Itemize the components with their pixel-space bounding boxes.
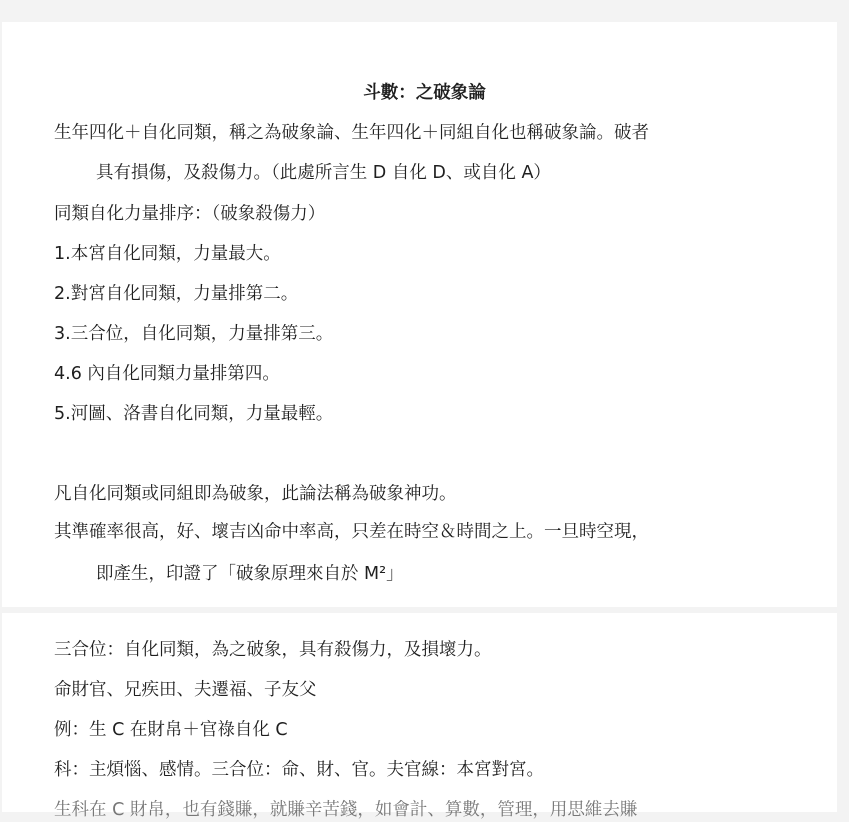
paragraph-line: 生年四化＋自化同類，稱之為破象論、生年四化＋同組自化也稱破象論。破者 <box>54 123 649 143</box>
paragraph-line: 例：生 C 在財帛＋官祿自化 C <box>54 720 288 740</box>
paragraph-line: 同類自化力量排序：（破象殺傷力） <box>54 204 326 224</box>
viewer-top-strip <box>0 0 849 22</box>
paragraph-line: 命財官、兄疾田、夫遷福、子友父 <box>54 680 317 700</box>
paragraph-line: 科：主煩惱、感情。三合位：命、財、官。夫官線：本宮對宮。 <box>54 760 544 780</box>
list-item: 3.三合位，自化同類，力量排第三。 <box>54 324 334 344</box>
paragraph-line: 其準確率很高，好、壞吉凶命中率高，只差在時空＆時間之上。一旦時空現， <box>54 522 649 542</box>
list-item: 4.6 內自化同類力量排第四。 <box>54 364 280 384</box>
page-title: 斗數：之破象論 <box>363 83 486 103</box>
paragraph-line: 具有損傷，及殺傷力。（此處所言生 D 自化 D、或自化 A） <box>96 163 551 183</box>
paragraph-line: 三合位：自化同類，為之破象，具有殺傷力，及損壞力。 <box>54 640 492 660</box>
list-item: 1.本宮自化同類，力量最大。 <box>54 244 281 264</box>
document-page <box>2 22 837 820</box>
paragraph-line-partial: 生科在 C 財帛，也有錢賺，就賺辛苦錢，如會計、算數，管理，用思維去賺 <box>54 800 638 820</box>
page-separator <box>0 607 849 613</box>
list-item: 2.對宮自化同類，力量排第二。 <box>54 284 299 304</box>
paragraph-line: 即產生，印證了「破象原理來自於 M²」 <box>96 564 404 584</box>
paragraph-line: 凡自化同類或同組即為破象，此論法稱為破象神功。 <box>54 484 457 504</box>
list-item: 5.河圖、洛書自化同類，力量最輕。 <box>54 404 334 424</box>
